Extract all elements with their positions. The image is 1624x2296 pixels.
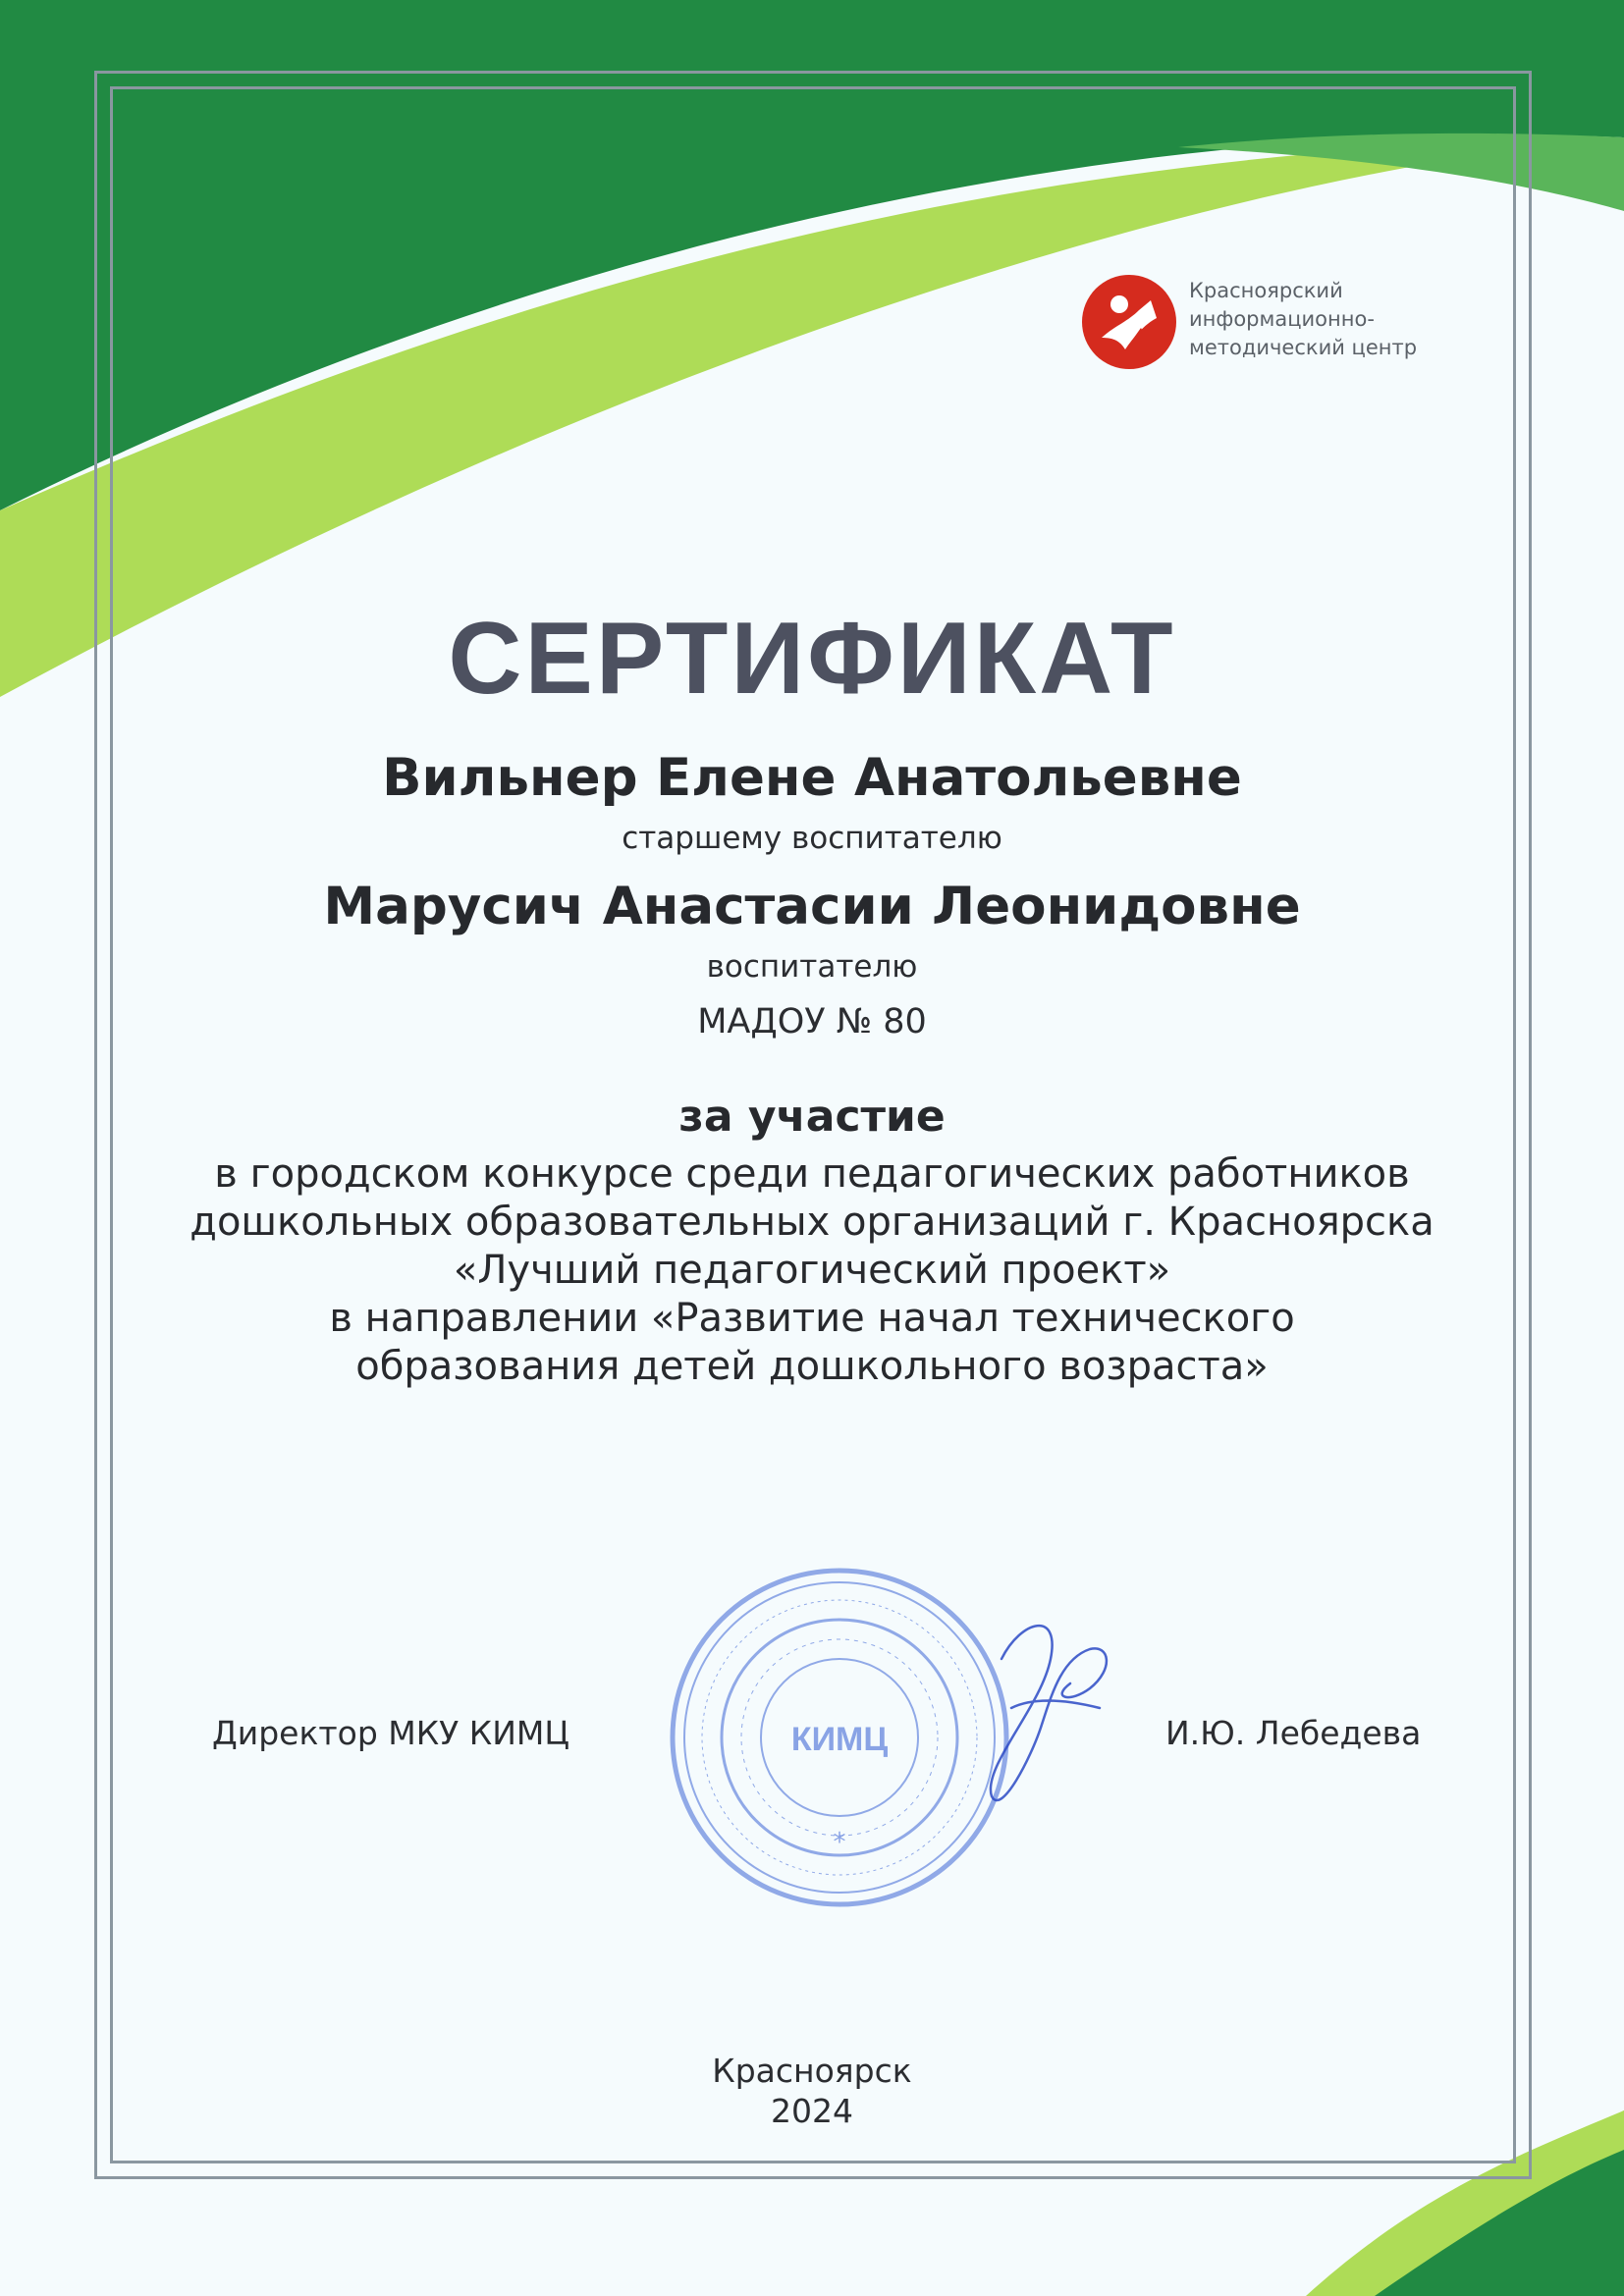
description-line: дошкольных образовательных организаций г. Красноярска — [189, 1200, 1435, 1245]
signatory-name: И.Ю. Лебедева — [1165, 1714, 1422, 1752]
svg-text:*: * — [833, 1828, 846, 1857]
certificate-title: СЕРТИФИКАТ — [448, 602, 1176, 716]
city: Красноярск — [712, 2052, 912, 2090]
logo-text — [1189, 277, 1417, 362]
signatory-role: Директор МКУ КИМЦ — [212, 1714, 569, 1752]
recipient-position-2: воспитателю — [706, 949, 918, 985]
organization: МАДОУ № 80 — [697, 1002, 927, 1041]
year: 2024 — [771, 2092, 853, 2130]
logo-line: Красноярский — [1189, 279, 1343, 302]
recipient-name-1: Вильнер Елене Анатольевне — [382, 748, 1242, 808]
reason-heading: за участие — [678, 1092, 946, 1142]
logo-line: информационно- — [1189, 307, 1375, 331]
description-line: в направлении «Развитие начал технического — [329, 1296, 1295, 1341]
logo-line: методический центр — [1189, 336, 1418, 359]
description-line: образования детей дошкольного возраста» — [355, 1344, 1269, 1389]
recipient-name-2: Марусич Анастасии Леонидовне — [323, 877, 1301, 936]
signature-mark — [943, 1600, 1129, 1826]
recipient-position-1: старшему воспитателю — [622, 821, 1002, 856]
stamp-label: КИМЦ — [790, 1721, 889, 1758]
description — [0, 1150, 1624, 1391]
description-line: «Лучший педагогический проект» — [453, 1248, 1171, 1293]
kimc-logo-icon — [1080, 273, 1178, 371]
description-line: в городском конкурсе среди педагогических работников — [214, 1151, 1410, 1197]
